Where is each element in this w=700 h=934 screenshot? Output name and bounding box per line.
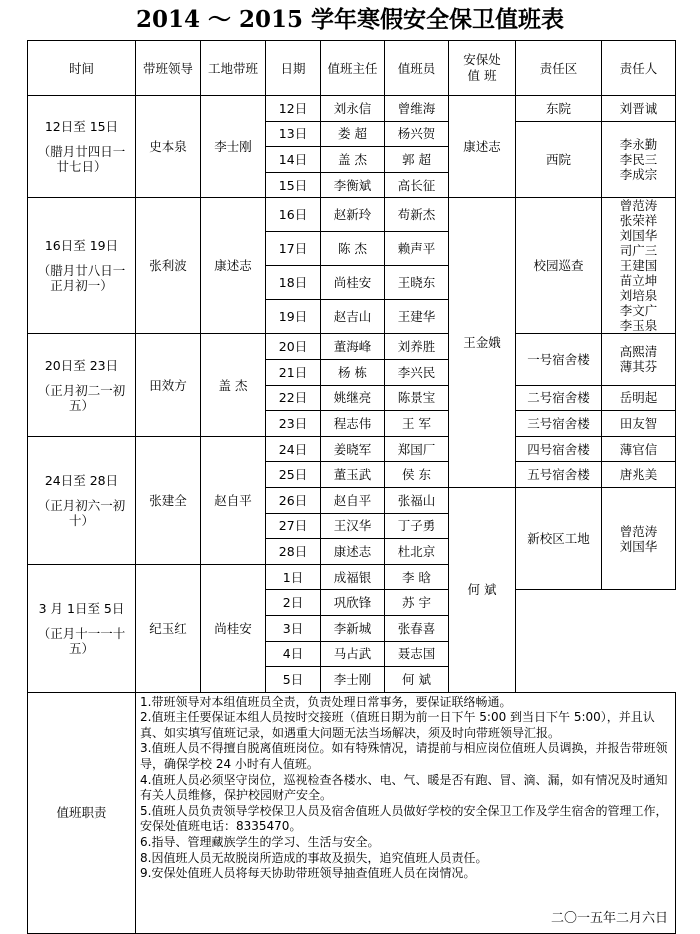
- director-cell: 董海峰: [321, 334, 385, 360]
- date-cell: 18日: [266, 266, 321, 300]
- date-cell: 14日: [266, 147, 321, 173]
- staff-cell: 侯 东: [385, 462, 449, 488]
- header-person: 责任人: [602, 41, 676, 96]
- leader-cell: 田效方: [136, 334, 201, 436]
- date-cell: 20日: [266, 334, 321, 360]
- staff-cell: 张福山: [385, 487, 449, 513]
- time-range: 20日至 23日: [44, 357, 119, 373]
- person-name: 高熙清: [619, 344, 658, 360]
- date-cell: 26日: [266, 487, 321, 513]
- security-cell: 康述志: [449, 96, 516, 198]
- leader-cell: 张建全: [136, 436, 201, 564]
- director-cell: 赵吉山: [321, 300, 385, 334]
- person-name: 李玉泉: [619, 318, 658, 334]
- staff-cell: 李 晗: [385, 564, 449, 590]
- leader-cell: 纪玉红: [136, 564, 201, 692]
- person-cell: [602, 385, 676, 411]
- lunar-range: （正月十一一十五）: [37, 625, 126, 656]
- staff-cell: 赖声平: [385, 232, 449, 266]
- area-cell: 五号宿舍楼: [516, 462, 602, 488]
- person-name: 李文广: [619, 303, 658, 319]
- person-cell: [602, 436, 676, 462]
- director-cell: 马占武: [321, 641, 385, 667]
- area-cell: 东院: [516, 96, 602, 122]
- header-row: [28, 41, 676, 96]
- time-cell: [28, 334, 136, 436]
- area-cell: 西院: [516, 121, 602, 198]
- duty-item: 1.带班领导对本组值班员全责，负责处理日常事务，要保证联络畅通。: [140, 694, 512, 709]
- person-name: 曾范涛: [619, 523, 658, 539]
- director-cell: 娄 超: [321, 121, 385, 147]
- person-name: 司广三: [619, 243, 658, 259]
- person-name: 薄官信: [619, 441, 658, 457]
- table-row: [28, 198, 676, 232]
- director-cell: 巩欣锋: [321, 590, 385, 616]
- date-cell: 3日: [266, 615, 321, 641]
- time-range: 3 月 1日至 5日: [38, 600, 125, 616]
- person-name: 李永勤: [619, 136, 658, 152]
- header-security: 安保处值 班: [449, 41, 516, 96]
- staff-cell: 王晓东: [385, 266, 449, 300]
- director-cell: 王汉华: [321, 513, 385, 539]
- local-leader-cell: 康述志: [201, 198, 266, 334]
- date-cell: 25日: [266, 462, 321, 488]
- director-cell: 李士刚: [321, 667, 385, 693]
- staff-cell: 郑国厂: [385, 436, 449, 462]
- duty-table: [27, 40, 676, 934]
- header-director: 值班主任: [321, 41, 385, 96]
- director-cell: 康述志: [321, 539, 385, 565]
- person-name: 刘国华: [619, 538, 658, 554]
- area-cell: 一号宿舍楼: [516, 334, 602, 385]
- duties-content: [136, 692, 676, 933]
- staff-cell: 苟新杰: [385, 198, 449, 232]
- table-row: [28, 436, 676, 462]
- table-row: [28, 334, 676, 360]
- director-cell: 程志伟: [321, 411, 385, 437]
- header-area: 责任区: [516, 41, 602, 96]
- staff-cell: 丁子勇: [385, 513, 449, 539]
- duty-item: 9.安保处值班人员将每天协助带班领导抽查值班人员在岗情况。: [140, 866, 476, 881]
- staff-cell: 陈景宝: [385, 385, 449, 411]
- duty-item: 4.值班人员必须坚守岗位，巡视检查各楼水、电、气、暖是否有跑、冒、滴、漏，如有情况及时通知有关人员维修，保护校园财产安全。: [140, 772, 668, 803]
- person-cell: [602, 411, 676, 437]
- duty-item: 3.值班人员不得擅自脱离值班岗位。如有特殊情况，请提前与相应岗位值班人员调换，并报告带班领导，确保学校 24 小时有人值班。: [140, 741, 668, 772]
- director-cell: 刘永信: [321, 96, 385, 122]
- leader-cell: 张利波: [136, 198, 201, 334]
- security-cell: 王金娥: [449, 198, 516, 488]
- staff-cell: 杜北京: [385, 539, 449, 565]
- area-cell: 四号宿舍楼: [516, 436, 602, 462]
- time-range: 16日至 19日: [44, 238, 119, 254]
- person-name: 薄其芬: [619, 359, 658, 375]
- time-cell: [28, 96, 136, 198]
- director-cell: 成福银: [321, 564, 385, 590]
- date-cell: 4日: [266, 641, 321, 667]
- date-cell: 17日: [266, 232, 321, 266]
- local-leader-cell: 盖 杰: [201, 334, 266, 436]
- date-cell: 23日: [266, 411, 321, 437]
- date-cell: 24日: [266, 436, 321, 462]
- header-staff: 值班员: [385, 41, 449, 96]
- date-cell: 28日: [266, 539, 321, 565]
- director-cell: 李新城: [321, 615, 385, 641]
- area-cell: 新校区工地: [516, 487, 602, 589]
- person-name: 曾范涛: [619, 198, 658, 214]
- date-cell: 22日: [266, 385, 321, 411]
- local-leader-cell: 赵自平: [201, 436, 266, 564]
- person-cell: [602, 462, 676, 488]
- staff-cell: 聂志国: [385, 641, 449, 667]
- date-cell: 19日: [266, 300, 321, 334]
- person-name: 刘培泉: [619, 288, 658, 304]
- lunar-range: （腊月廿八日一正月初一）: [37, 263, 126, 294]
- director-cell: 李衡斌: [321, 172, 385, 198]
- time-range: 12日至 15日: [44, 119, 119, 135]
- director-cell: 盖 杰: [321, 147, 385, 173]
- staff-cell: 郭 超: [385, 147, 449, 173]
- staff-cell: 李兴民: [385, 359, 449, 385]
- area-cell: 三号宿舍楼: [516, 411, 602, 437]
- date-cell: 13日: [266, 121, 321, 147]
- staff-cell: 杨兴贺: [385, 121, 449, 147]
- person-name: 张荣祥: [619, 213, 658, 229]
- header-date: 日期: [266, 41, 321, 96]
- local-leader-cell: 李士刚: [201, 96, 266, 198]
- header-local-leader: 工地带班: [201, 41, 266, 96]
- security-cell: 何 斌: [449, 487, 516, 692]
- person-cell: [602, 334, 676, 385]
- person-name: 刘国华: [619, 228, 658, 244]
- director-cell: 尚桂安: [321, 266, 385, 300]
- date-cell: 2日: [266, 590, 321, 616]
- staff-cell: 张春喜: [385, 615, 449, 641]
- local-leader-cell: 尚桂安: [201, 564, 266, 692]
- lunar-range: （腊月廿四日一廿七日）: [37, 144, 126, 175]
- footer-date: 二〇一五年二月六日: [550, 911, 668, 926]
- table-row: [28, 96, 676, 122]
- staff-cell: 苏 宇: [385, 590, 449, 616]
- staff-cell: 何 斌: [385, 667, 449, 693]
- director-cell: 赵自平: [321, 487, 385, 513]
- person-name: 李成宗: [619, 166, 658, 182]
- person-name: 王建国: [619, 258, 658, 274]
- lunar-range: （正月初六一初十）: [37, 497, 126, 528]
- duty-item: 2.值班主任要保证本组人员按时交接班（值班日期为前一日下午 5:00 到当日下午 5:00），并且认真、如实填写值班记录，如遇重大问题无法当场解决，须及时向带班领导汇报。: [140, 710, 655, 740]
- person-cell: [602, 487, 676, 589]
- area-cell: 二号宿舍楼: [516, 385, 602, 411]
- person-cell: [602, 96, 676, 122]
- staff-cell: 王建华: [385, 300, 449, 334]
- director-cell: 杨 栋: [321, 359, 385, 385]
- time-cell: [28, 436, 136, 564]
- director-cell: 陈 杰: [321, 232, 385, 266]
- duty-item: 6.指导、管理藏族学生的学习、生活与安全。: [140, 835, 380, 850]
- duties-row: [28, 692, 676, 933]
- duty-item: 5.值班人员负责领导学校保卫人员及宿舍值班人员做好学校的安全保卫工作及学生宿舍的管理工作，安保处值班电话：8335470。: [140, 803, 668, 834]
- person-name: 田友智: [619, 415, 658, 431]
- header-time: 时间: [28, 41, 136, 96]
- staff-cell: 王 军: [385, 411, 449, 437]
- date-cell: 12日: [266, 96, 321, 122]
- director-cell: 姚继亮: [321, 385, 385, 411]
- staff-cell: 刘养胜: [385, 334, 449, 360]
- director-cell: 董玉武: [321, 462, 385, 488]
- duties-label: 值班职责: [28, 692, 136, 933]
- staff-cell: 高长征: [385, 172, 449, 198]
- person-name: 李民三: [619, 151, 658, 167]
- time-range: 24日至 28日: [44, 472, 119, 488]
- director-cell: 赵新玲: [321, 198, 385, 232]
- date-cell: 5日: [266, 667, 321, 693]
- leader-cell: 史本泉: [136, 96, 201, 198]
- time-cell: [28, 564, 136, 692]
- director-cell: 姜晓军: [321, 436, 385, 462]
- date-cell: 27日: [266, 513, 321, 539]
- person-cell: [602, 121, 676, 198]
- time-cell: [28, 198, 136, 334]
- date-cell: 16日: [266, 198, 321, 232]
- lunar-range: （正月初二一初五）: [37, 382, 126, 413]
- person-name: 刘晋诚: [619, 100, 658, 116]
- duty-item: 8.因值班人员无故脱岗所造成的事故及损失，追究值班人员责任。: [140, 850, 488, 865]
- person-name: 唐兆美: [619, 467, 658, 483]
- area-cell: 校园巡查: [516, 198, 602, 334]
- person-name: 苗立坤: [619, 273, 658, 289]
- date-cell: 15日: [266, 172, 321, 198]
- header-leader: 带班领导: [136, 41, 201, 96]
- date-cell: 1日: [266, 564, 321, 590]
- date-cell: 21日: [266, 359, 321, 385]
- person-cell: [602, 198, 676, 334]
- page-title: 2014 ～ 2015 学年寒假安全保卫值班表: [135, 6, 565, 33]
- staff-cell: 曾维海: [385, 96, 449, 122]
- person-name: 岳明起: [619, 390, 658, 406]
